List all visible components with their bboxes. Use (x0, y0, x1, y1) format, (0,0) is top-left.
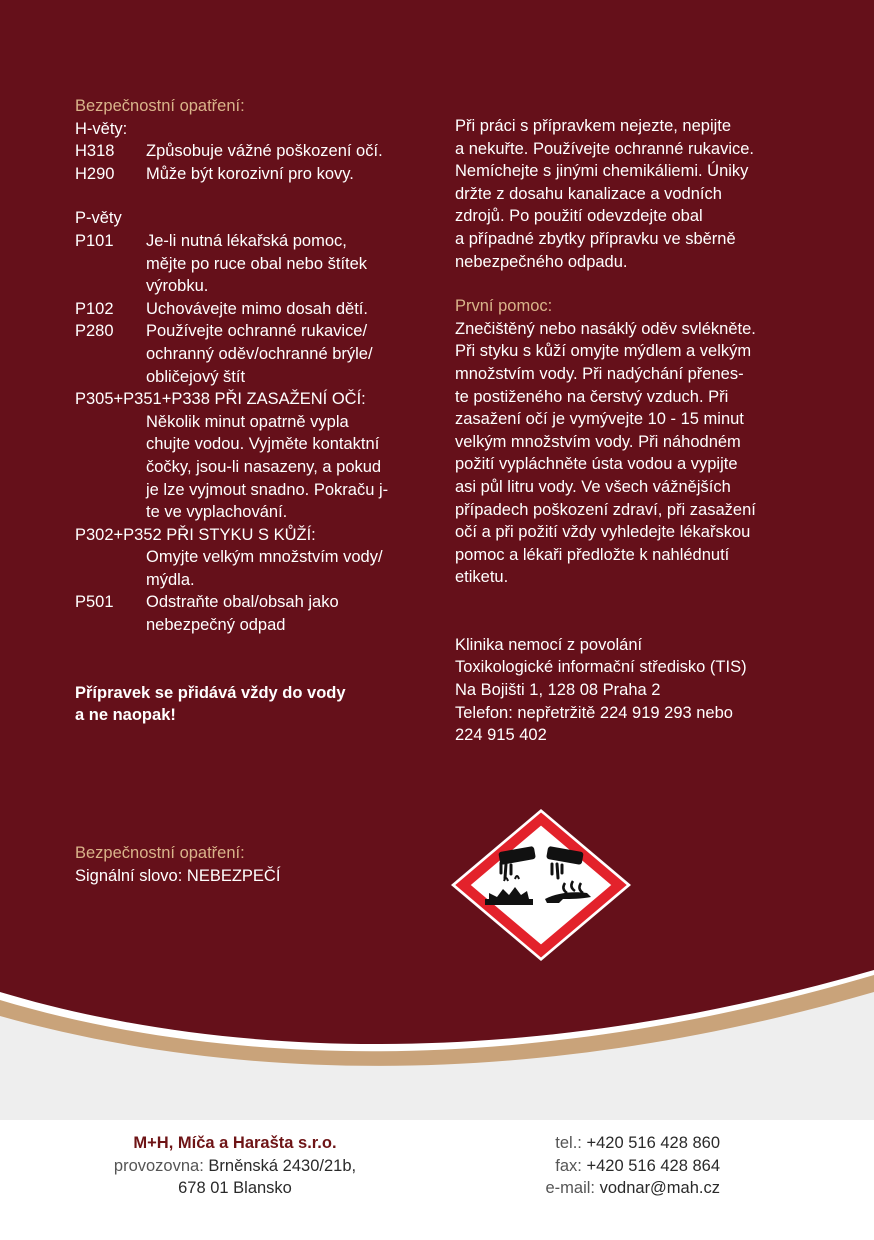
signal-block (75, 842, 280, 887)
h-code: H290 (75, 164, 115, 183)
p-code: P501 (75, 593, 114, 612)
p-code: P101 (75, 231, 114, 250)
p-text-line: výrobku. (146, 277, 209, 296)
p-text: Uchovávejte mimo dosah dětí. (146, 299, 368, 318)
intro-line: Nemíchejte s jinými chemikáliemi. Úniky (455, 162, 749, 181)
first-aid-line: te postiženého na čerstvý vzduch. Při (455, 387, 729, 406)
intro-line: držte z dosahu kanalizace a vodních (455, 184, 722, 203)
first-aid-line: případech poškození zdraví, při zasažení (455, 500, 756, 519)
first-aid-line: Při styku s kůží omyjte mýdlem a velkým (455, 342, 752, 361)
p305-line: te ve vyplachování. (146, 503, 288, 522)
p302-line: Omyjte velkým množstvím vody/ (146, 548, 383, 567)
company-name: M+H, Míča a Harašta s.r.o. (133, 1134, 337, 1152)
safety-heading: Bezpečnostní opatření: (75, 97, 245, 115)
first-aid-line: zasažení očí je vymývejte 10 - 15 minut (455, 410, 744, 429)
first-aid-heading: První pomoc: (455, 297, 553, 316)
h-statement-row (75, 163, 430, 186)
p-statement-row (75, 230, 430, 298)
dilution-note: Přípravek se přidává vždy do vody (75, 683, 346, 702)
first-aid-line: očí a při požití vždy vyhledejte lékařskou (455, 523, 751, 542)
dilution-note: a ne naopak! (75, 706, 176, 725)
email-label: e-mail: (545, 1179, 596, 1198)
intro-line: a nekuřte. Používejte ochranné rukavice. (455, 139, 755, 158)
signal-heading: Bezpečnostní opatření: (75, 844, 245, 862)
intro-line: Při práci s přípravkem nejezte, nepijte (455, 117, 732, 135)
p305-line: čočky, jsou-li nasazeny, a pokud (146, 457, 382, 476)
p-statements-title: P-věty (75, 209, 122, 228)
intro-line: nebezpečného odpadu. (455, 252, 628, 271)
h-statements-title: H-věty: (75, 119, 128, 138)
first-aid-line: etiketu. (455, 568, 509, 587)
p-statement-row (75, 320, 430, 388)
first-aid-line: velkým množstvím vody. Při náhodném (455, 432, 741, 451)
p305-line: Několik minut opatrně vypla (146, 412, 349, 431)
h-code: H318 (75, 142, 115, 161)
corrosive-ghs05-icon (449, 807, 633, 963)
signal-word: Signální slovo: NEBEZPEČÍ (75, 866, 281, 885)
contact-line: Na Bojišti 1, 128 08 Praha 2 (455, 681, 661, 700)
contact-line: Klinika nemocí z povolání (455, 635, 643, 654)
contact-line: Toxikologické informační středisko (TIS) (455, 658, 747, 677)
h-statement-row (75, 140, 430, 163)
first-aid-line: Znečištěný nebo nasáklý oděv svlékněte. (455, 319, 756, 338)
intro-line: zdrojů. Po použití odevzdejte obal (455, 207, 703, 226)
tel-value[interactable]: +420 516 428 860 (586, 1134, 720, 1152)
left-column (75, 95, 430, 727)
address-street: Brněnská 2430/21b, (208, 1156, 357, 1175)
p-text-line: ochranný oděv/ochranné brýle/ (146, 344, 373, 363)
p-text-line: Používejte ochranné rukavice/ (146, 322, 368, 341)
intro-line: a případné zbytky přípravku ve sběrně (455, 229, 736, 248)
fax-value: +420 516 428 864 (586, 1156, 720, 1175)
contact-line: Telefon: nepřetržitě 224 919 293 nebo (455, 703, 733, 722)
address-city: 678 01 Blansko (178, 1179, 292, 1198)
p-text-line: Odstraňte obal/obsah jako (146, 593, 339, 612)
p305-line: chujte vodou. Vyjměte kontaktní (146, 435, 380, 454)
right-column (455, 115, 815, 747)
p-text-line: mějte po ruce obal nebo štítek (146, 254, 368, 273)
p-text-line: Je-li nutná lékařská pomoc, (146, 231, 347, 250)
address-label: provozovna: (113, 1156, 204, 1175)
fax-label: fax: (555, 1156, 582, 1175)
h-text: Způsobuje vážné poškození očí. (146, 142, 383, 161)
p-code: P280 (75, 322, 114, 341)
p302-heading: P302+P352 PŘI STYKU S KŮŽÍ: (75, 525, 316, 544)
h-text: Může být korozivní pro kovy. (146, 164, 354, 183)
tel-label: tel.: (555, 1134, 582, 1152)
company-address (90, 1132, 380, 1200)
first-aid-line: množstvím vody. Při nadýchání přenes- (455, 364, 744, 383)
company-contacts (480, 1132, 720, 1200)
p-statement-row (75, 298, 430, 321)
p-statement-row (75, 591, 430, 636)
p-code: P102 (75, 299, 114, 318)
contact-line: 224 915 402 (455, 726, 547, 745)
p305-line: je lze vyjmout snadno. Pokraču j- (146, 480, 389, 499)
p-text-line: nebezpečný odpad (146, 616, 286, 635)
p302-line: mýdla. (146, 570, 195, 589)
first-aid-line: pomoc a lékaři předložte k nahlédnutí (455, 545, 730, 564)
p305-heading: P305+P351+P338 PŘI ZASAŽENÍ OČÍ: (75, 390, 366, 409)
first-aid-line: požití vypláchněte ústa vodou a vypijte (455, 455, 738, 474)
email-link[interactable]: vodnar@mah.cz (599, 1179, 720, 1198)
p-text-line: obličejový štít (146, 367, 246, 386)
first-aid-line: asi půl litru vody. Ve všech vážnějších (455, 477, 731, 496)
